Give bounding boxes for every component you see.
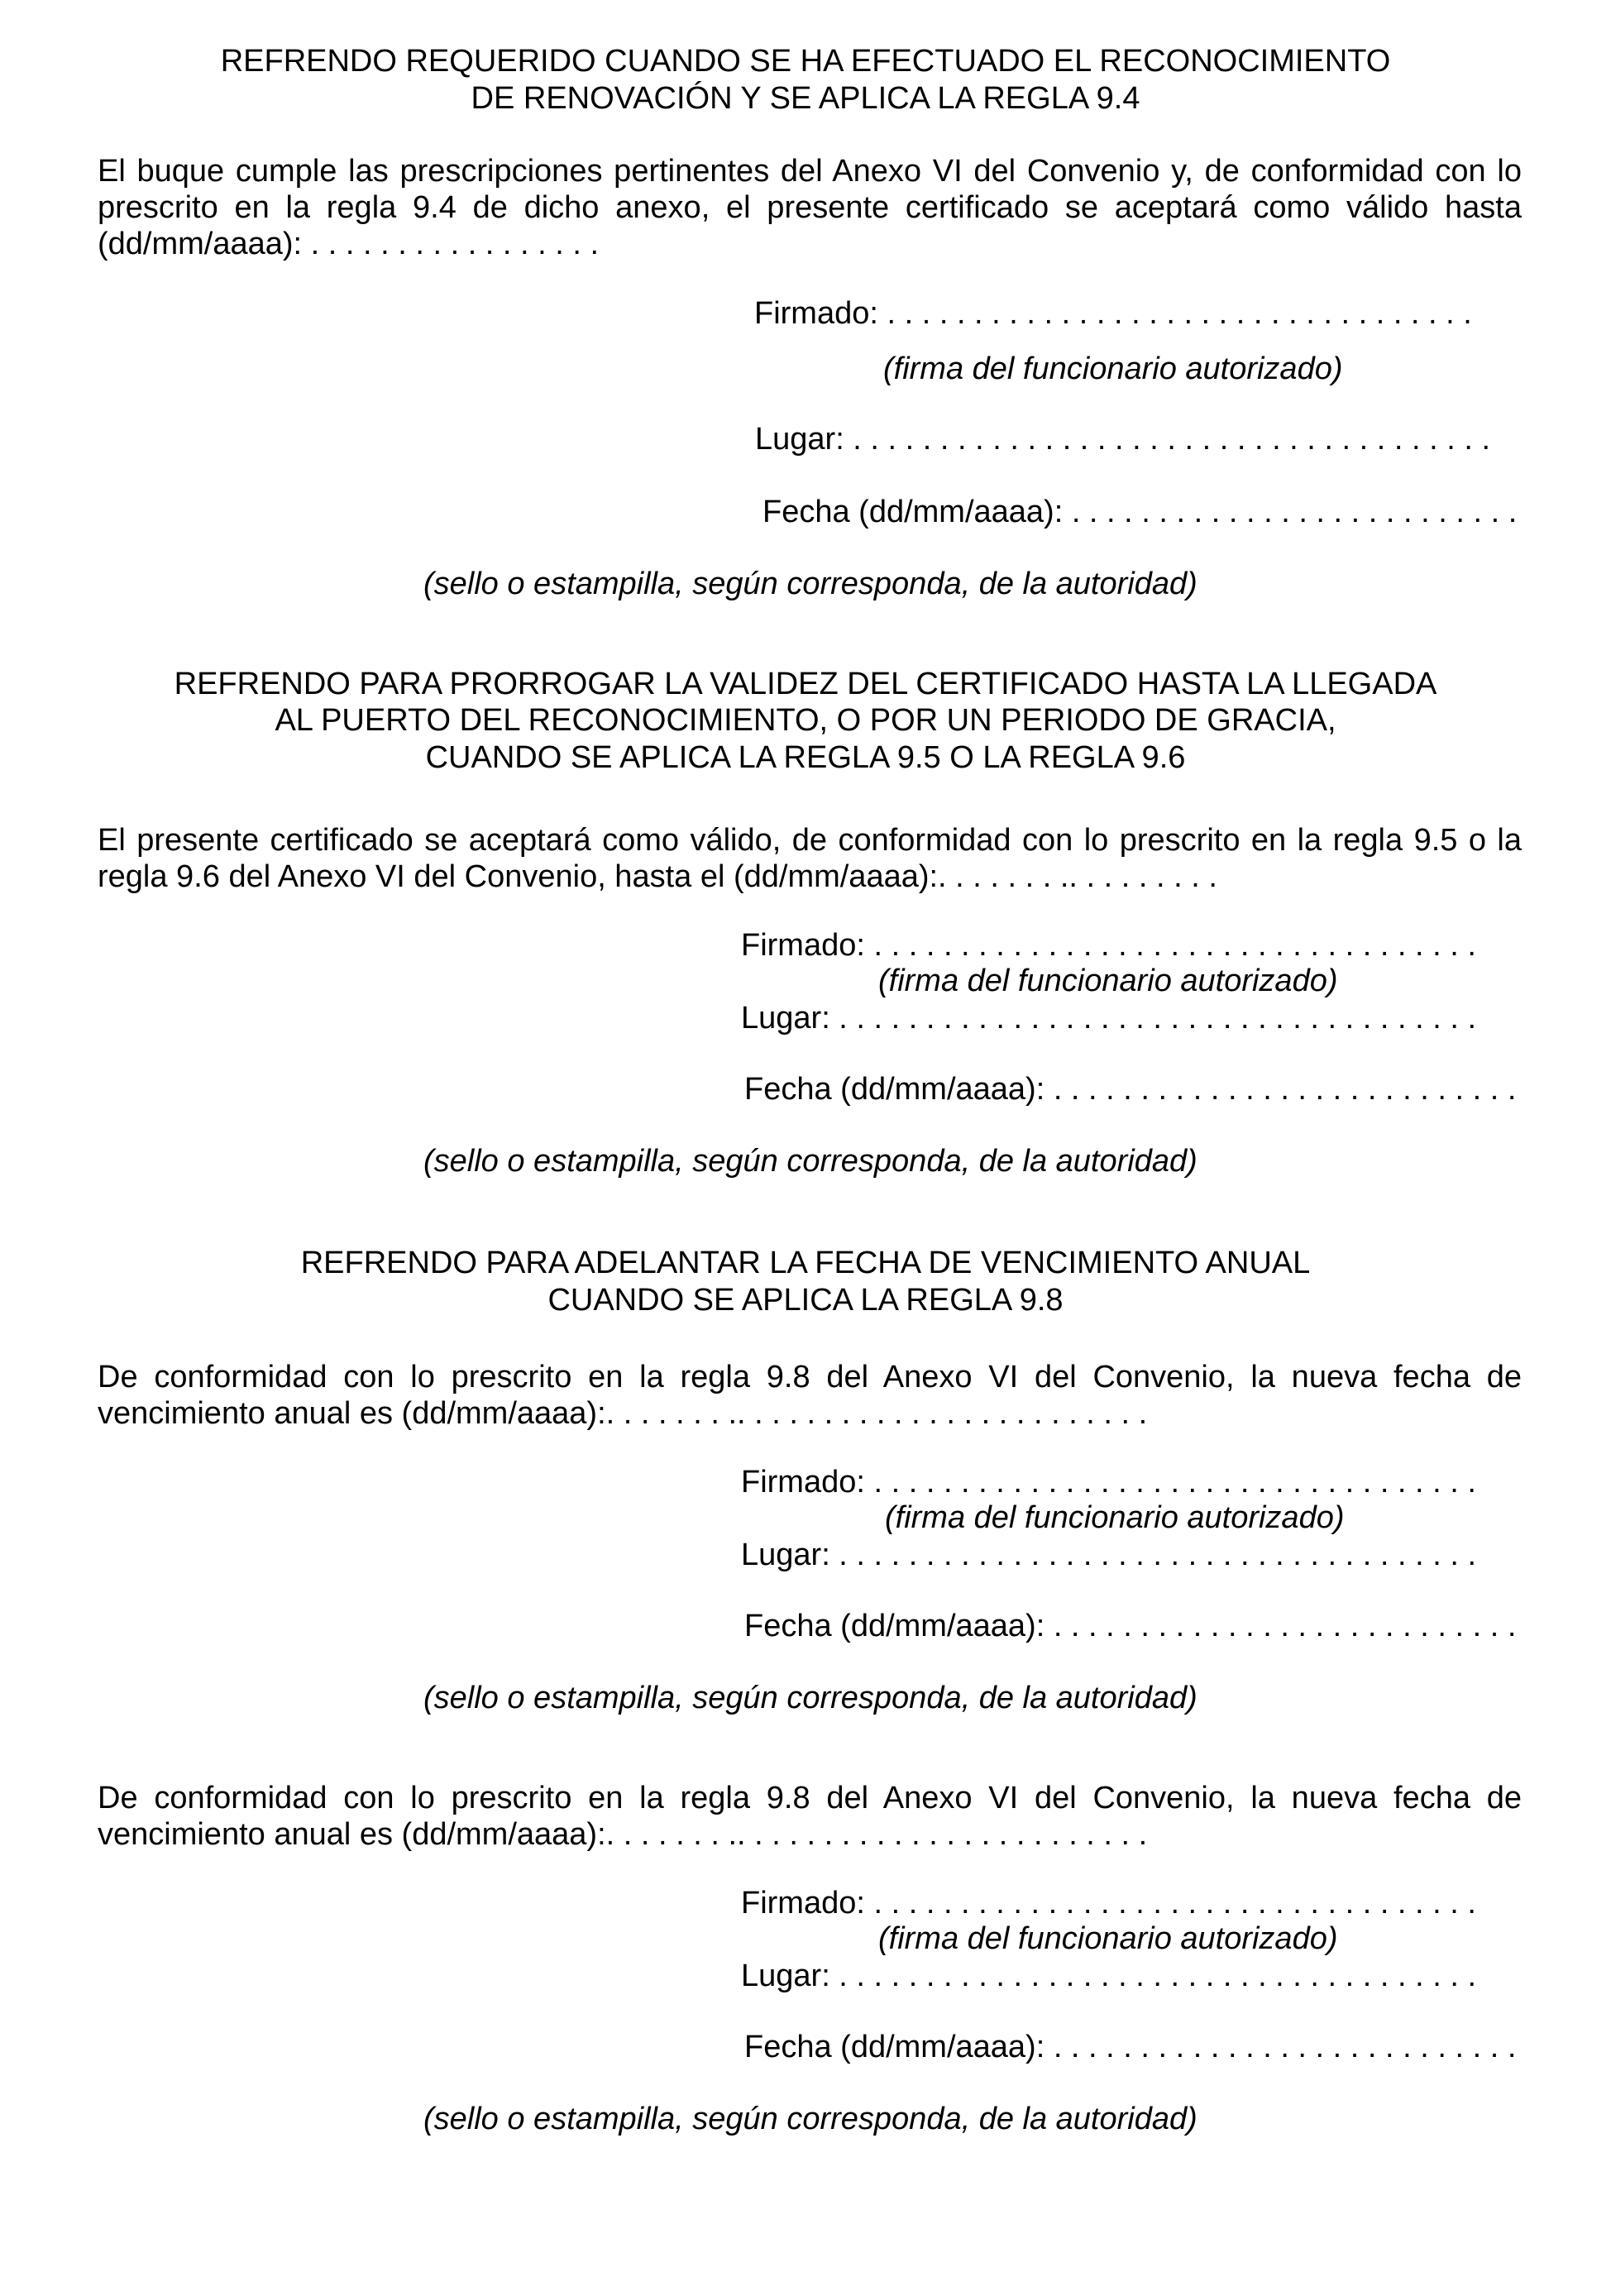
section-heading-line: REFRENDO REQUERIDO CUANDO SE HA EFECTUADO EL RECONOCIMIENTO — [220, 44, 1391, 79]
signed-field: Firmado: . . . . . . . . . . . . . . . . . . . . . . . . . . . . . . . . . . . — [741, 928, 1476, 963]
section-body: De conformidad con lo prescrito en la regla 9.8 del Anexo VI del Convenio, la nueva fecha de vencimiento anual es (dd/mm/aaaa):. . . . . . . .. . . . . . . . . . . . . . . . . . . . . . . . — [98, 1781, 1522, 1852]
signed-field: Firmado: . . . . . . . . . . . . . . . . . . . . . . . . . . . . . . . . . . — [754, 296, 1472, 331]
section-heading-line: AL PUERTO DEL RECONOCIMIENTO, O POR UN PERIODO DE GRACIA, — [275, 703, 1336, 738]
seal-note: (sello o estampilla, según corresponda, de la autoridad) — [423, 2102, 1197, 2136]
section-body: El buque cumple las prescripciones pertinentes del Anexo VI del Convenio y, de conformidad con lo prescrito en la regla 9.4 de dicho anexo, el presente certificado se aceptará como válido hasta (dd/mm/aaaa): . . . . . . . . . . . . . . . . . — [98, 154, 1522, 261]
section-heading-line: REFRENDO PARA ADELANTAR LA FECHA DE VENCIMIENTO ANUAL — [300, 1246, 1311, 1280]
date-field: Fecha (dd/mm/aaaa): . . . . . . . . . . . . . . . . . . . . . . . . . . . — [744, 1609, 1517, 1643]
seal-note: (sello o estampilla, según corresponda, de la autoridad) — [423, 1681, 1197, 1715]
seal-note: (sello o estampilla, según corresponda, de la autoridad) — [423, 567, 1197, 601]
place-field: Lugar: . . . . . . . . . . . . . . . . . . . . . . . . . . . . . . . . . . . . . — [741, 1959, 1477, 1993]
date-field: Fecha (dd/mm/aaaa): . . . . . . . . . . . . . . . . . . . . . . . . . . . — [744, 1072, 1517, 1107]
seal-note: (sello o estampilla, según corresponda, de la autoridad) — [423, 1144, 1197, 1179]
signature-note: (firma del funcionario autorizado) — [878, 1921, 1338, 1956]
section-body: De conformidad con lo prescrito en la regla 9.8 del Anexo VI del Convenio, la nueva fecha de vencimiento anual es (dd/mm/aaaa):. . . . . . . .. . . . . . . . . . . . . . . . . . . . . . . . — [98, 1360, 1522, 1431]
date-field: Fecha (dd/mm/aaaa): . . . . . . . . . . . . . . . . . . . . . . . . . . — [762, 495, 1518, 529]
place-field: Lugar: . . . . . . . . . . . . . . . . . . . . . . . . . . . . . . . . . . . . . — [741, 1538, 1477, 1572]
place-field: Lugar: . . . . . . . . . . . . . . . . . . . . . . . . . . . . . . . . . . . . . — [741, 1001, 1477, 1036]
signature-note: (firma del funcionario autorizado) — [885, 1500, 1345, 1535]
signature-note: (firma del funcionario autorizado) — [878, 964, 1338, 998]
section-heading-line: DE RENOVACIÓN Y SE APLICA LA REGLA 9.4 — [471, 81, 1140, 116]
signed-field: Firmado: . . . . . . . . . . . . . . . . . . . . . . . . . . . . . . . . . . . — [741, 1465, 1476, 1500]
place-field: Lugar: . . . . . . . . . . . . . . . . . . . . . . . . . . . . . . . . . . . . . — [755, 422, 1491, 457]
section-heading-line: CUANDO SE APLICA LA REGLA 9.8 — [547, 1283, 1064, 1318]
signature-note: (firma del funcionario autorizado) — [883, 352, 1343, 386]
section-body: El presente certificado se aceptará como válido, de conformidad con lo prescrito en la regla 9.5 o la regla 9.6 del Anexo VI del Convenio, hasta el (dd/mm/aaaa):. . . . . . . .. . . . . . . . . — [98, 823, 1522, 894]
section-heading-line: CUANDO SE APLICA LA REGLA 9.5 O LA REGLA 9.6 — [425, 740, 1186, 775]
section-heading-line: REFRENDO PARA PRORROGAR LA VALIDEZ DEL CERTIFICADO HASTA LA LLEGADA — [174, 667, 1437, 701]
date-field: Fecha (dd/mm/aaaa): . . . . . . . . . . . . . . . . . . . . . . . . . . . — [744, 2030, 1517, 2064]
signed-field: Firmado: . . . . . . . . . . . . . . . . . . . . . . . . . . . . . . . . . . . — [741, 1886, 1476, 1921]
